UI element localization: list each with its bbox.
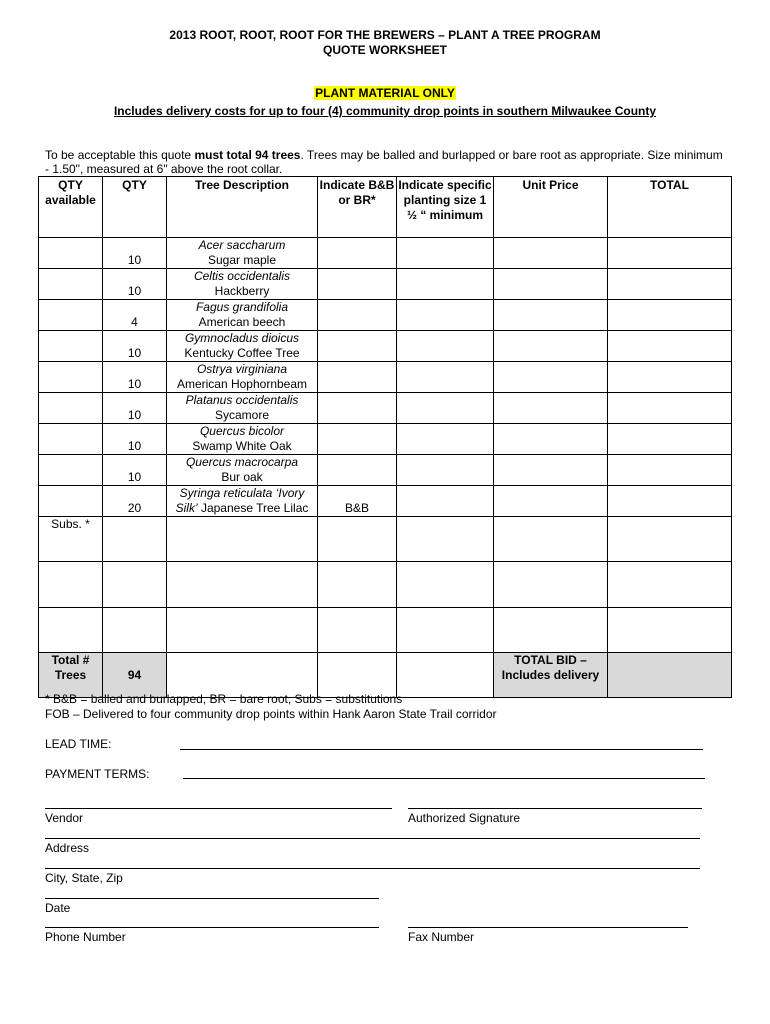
common-name: Kentucky Coffee Tree — [184, 346, 300, 360]
total-cell[interactable] — [608, 238, 732, 269]
cell[interactable] — [39, 562, 103, 608]
cell[interactable] — [103, 517, 167, 562]
qty-cell: 10 — [103, 269, 167, 300]
subs-label: Subs. * — [39, 517, 103, 562]
phone-label: Phone Number — [45, 930, 126, 944]
total-bid-value[interactable] — [608, 653, 732, 698]
total-cell[interactable] — [608, 300, 732, 331]
cell[interactable] — [494, 562, 608, 608]
total-cell[interactable] — [608, 362, 732, 393]
scientific-name: Quercus macrocarpa — [185, 455, 299, 469]
scientific-name: Acer saccharum — [198, 238, 286, 252]
lead-time-line[interactable] — [180, 749, 703, 750]
planting-size-cell[interactable] — [397, 455, 494, 486]
tree-description-cell — [167, 424, 318, 455]
vendor-label: Vendor — [45, 811, 84, 825]
scientific-name: Syringa reticulata ‘Ivory — [179, 486, 305, 500]
document-title: 2013 ROOT, ROOT, ROOT FOR THE BREWERS – PLANT A TREE PROGRAM — [169, 28, 601, 42]
city-state-zip-label: City, State, Zip — [45, 871, 123, 885]
unit-price-cell[interactable] — [494, 393, 608, 424]
unit-price-cell[interactable] — [494, 331, 608, 362]
payment-terms-line[interactable] — [183, 778, 705, 779]
common-name: Japanese Tree Lilac — [197, 501, 309, 515]
fob-note: FOB – Delivered to four community drop points within Hank Aaron State Trail corridor — [45, 707, 497, 721]
common-name: Swamp White Oak — [192, 439, 292, 453]
common-name: American beech — [198, 315, 286, 329]
cell[interactable] — [494, 608, 608, 653]
tree-description-cell — [167, 269, 318, 300]
planting-size-cell[interactable] — [397, 362, 494, 393]
header-unit-price: Unit Price — [494, 177, 608, 238]
fax-line[interactable] — [408, 927, 688, 928]
city-line[interactable] — [45, 868, 700, 869]
date-label: Date — [45, 901, 71, 915]
bb-br-cell[interactable] — [318, 331, 397, 362]
delivery-note: Includes delivery costs for up to four (4) community drop points in southern Milwaukee County — [113, 104, 657, 118]
planting-size-cell[interactable] — [397, 300, 494, 331]
scientific-name: Ostrya virginiana — [196, 362, 288, 376]
tree-description-cell — [167, 455, 318, 486]
phone-line[interactable] — [45, 927, 379, 928]
scientific-name-cont: Silk’ — [175, 501, 198, 515]
qty-cell: 10 — [103, 238, 167, 269]
table-row — [39, 300, 732, 331]
description-line-2 — [167, 501, 317, 516]
unit-price-cell[interactable] — [494, 238, 608, 269]
qty-available-cell[interactable] — [39, 300, 103, 331]
tree-description-cell — [167, 331, 318, 362]
cell[interactable] — [167, 562, 318, 608]
qty-cell: 10 — [103, 424, 167, 455]
qty-cell: 10 — [103, 455, 167, 486]
cell[interactable] — [608, 608, 732, 653]
cell[interactable] — [318, 517, 397, 562]
tree-description-cell — [167, 362, 318, 393]
table-row — [39, 269, 732, 300]
intro-bold: must total 94 trees — [194, 148, 301, 162]
planting-size-cell[interactable] — [397, 393, 494, 424]
total-trees-label: Total # Trees — [39, 653, 103, 698]
qty-cell: 10 — [103, 331, 167, 362]
intro-after: . Trees may be balled and burlapped or bare root as appropriate. Size minimum - 1.50", measured at 6" above the root collar. — [45, 148, 723, 176]
total-trees-value: 94 — [103, 653, 167, 698]
table-header-row — [39, 177, 732, 238]
scientific-name: Fagus grandifolia — [195, 300, 289, 314]
cell[interactable] — [103, 562, 167, 608]
qty-available-cell[interactable] — [39, 393, 103, 424]
unit-price-cell[interactable] — [494, 362, 608, 393]
cell[interactable] — [397, 517, 494, 562]
cell[interactable] — [103, 608, 167, 653]
qty-available-cell[interactable] — [39, 486, 103, 517]
total-cell[interactable] — [608, 486, 732, 517]
bb-br-cell[interactable] — [318, 238, 397, 269]
table-row — [39, 331, 732, 362]
total-row — [39, 653, 732, 698]
unit-price-cell[interactable] — [494, 455, 608, 486]
header-total: TOTAL — [608, 177, 732, 238]
qty-available-cell[interactable] — [39, 269, 103, 300]
tree-description-cell — [167, 393, 318, 424]
common-name: Sycamore — [214, 408, 270, 422]
total-cell[interactable] — [608, 455, 732, 486]
cell — [397, 653, 494, 698]
lead-time-label: LEAD TIME: — [45, 737, 112, 751]
total-bid-label: TOTAL BID – Includes delivery — [494, 653, 608, 698]
vendor-line[interactable] — [45, 808, 392, 809]
tree-description-cell — [167, 300, 318, 331]
scientific-name: Celtis occidentalis — [193, 269, 291, 283]
intro-paragraph — [45, 148, 725, 176]
qty-cell: 4 — [103, 300, 167, 331]
bb-br-cell[interactable]: B&B — [318, 486, 397, 517]
fax-label: Fax Number — [408, 930, 475, 944]
highlight-text: PLANT MATERIAL ONLY — [315, 86, 455, 100]
unit-price-cell[interactable] — [494, 269, 608, 300]
bb-br-cell[interactable] — [318, 362, 397, 393]
header-qty-available: QTY available — [39, 177, 103, 238]
table-row — [39, 362, 732, 393]
header-planting-size: Indicate specific planting size 1 ½ “ minimum — [397, 177, 494, 238]
scientific-name: Gymnocladus dioicus — [184, 331, 300, 345]
cell[interactable] — [318, 562, 397, 608]
qty-available-cell[interactable] — [39, 362, 103, 393]
bb-br-cell[interactable] — [318, 300, 397, 331]
common-name: American Hophornbeam — [176, 377, 308, 391]
payment-terms-label: PAYMENT TERMS: — [45, 767, 150, 781]
unit-price-cell[interactable] — [494, 486, 608, 517]
table-row — [39, 238, 732, 269]
planting-size-cell[interactable] — [397, 269, 494, 300]
total-cell[interactable] — [608, 424, 732, 455]
intro-before: To be acceptable this quote — [45, 148, 195, 162]
cell[interactable] — [397, 608, 494, 653]
planting-size-cell[interactable] — [397, 331, 494, 362]
document-subtitle: QUOTE WORKSHEET — [322, 43, 447, 57]
highlight-label — [0, 86, 770, 100]
planting-size-cell[interactable] — [397, 486, 494, 517]
table-row — [39, 486, 732, 517]
quote-table — [38, 176, 732, 698]
scientific-name: Quercus bicolor — [199, 424, 285, 438]
total-cell[interactable] — [608, 331, 732, 362]
total-cell[interactable] — [608, 393, 732, 424]
qty-available-cell[interactable] — [39, 424, 103, 455]
header-tree-description: Tree Description — [167, 177, 318, 238]
common-name: Bur oak — [221, 470, 263, 484]
bb-br-cell[interactable] — [318, 455, 397, 486]
address-line[interactable] — [45, 838, 700, 839]
table-row — [39, 424, 732, 455]
subs-row-3 — [39, 608, 732, 653]
cell[interactable] — [397, 562, 494, 608]
qty-available-cell[interactable] — [39, 331, 103, 362]
cell[interactable] — [608, 517, 732, 562]
table-row — [39, 393, 732, 424]
unit-price-cell[interactable] — [494, 424, 608, 455]
subs-row — [39, 517, 732, 562]
legend-note: * B&B = balled and burlapped, BR = bare root, Subs = substitutions — [45, 692, 403, 706]
total-cell[interactable] — [608, 269, 732, 300]
planting-size-cell[interactable] — [397, 424, 494, 455]
cell[interactable] — [494, 517, 608, 562]
qty-available-cell[interactable] — [39, 238, 103, 269]
unit-price-cell[interactable] — [494, 300, 608, 331]
bb-br-cell[interactable] — [318, 424, 397, 455]
header-bb-br: Indicate B&B or BR* — [318, 177, 397, 238]
signature-line[interactable] — [408, 808, 702, 809]
qty-available-cell[interactable] — [39, 455, 103, 486]
cell[interactable] — [608, 562, 732, 608]
date-line[interactable] — [45, 898, 379, 899]
planting-size-cell[interactable] — [397, 238, 494, 269]
bb-br-cell[interactable] — [318, 393, 397, 424]
qty-cell: 10 — [103, 362, 167, 393]
qty-cell: 10 — [103, 393, 167, 424]
cell[interactable] — [318, 608, 397, 653]
bb-br-cell[interactable] — [318, 269, 397, 300]
cell[interactable] — [39, 608, 103, 653]
signature-label: Authorized Signature — [408, 811, 521, 825]
common-name: Sugar maple — [207, 253, 277, 267]
tree-description-cell — [167, 238, 318, 269]
table-row — [39, 455, 732, 486]
subs-row-2 — [39, 562, 732, 608]
qty-cell: 20 — [103, 486, 167, 517]
cell[interactable] — [167, 608, 318, 653]
address-label: Address — [45, 841, 90, 855]
header-qty: QTY — [103, 177, 167, 238]
cell[interactable] — [167, 517, 318, 562]
cell — [167, 653, 318, 698]
common-name: Hackberry — [214, 284, 270, 298]
scientific-name: Platanus occidentalis — [185, 393, 299, 407]
cell — [318, 653, 397, 698]
tree-description-cell — [167, 486, 318, 517]
